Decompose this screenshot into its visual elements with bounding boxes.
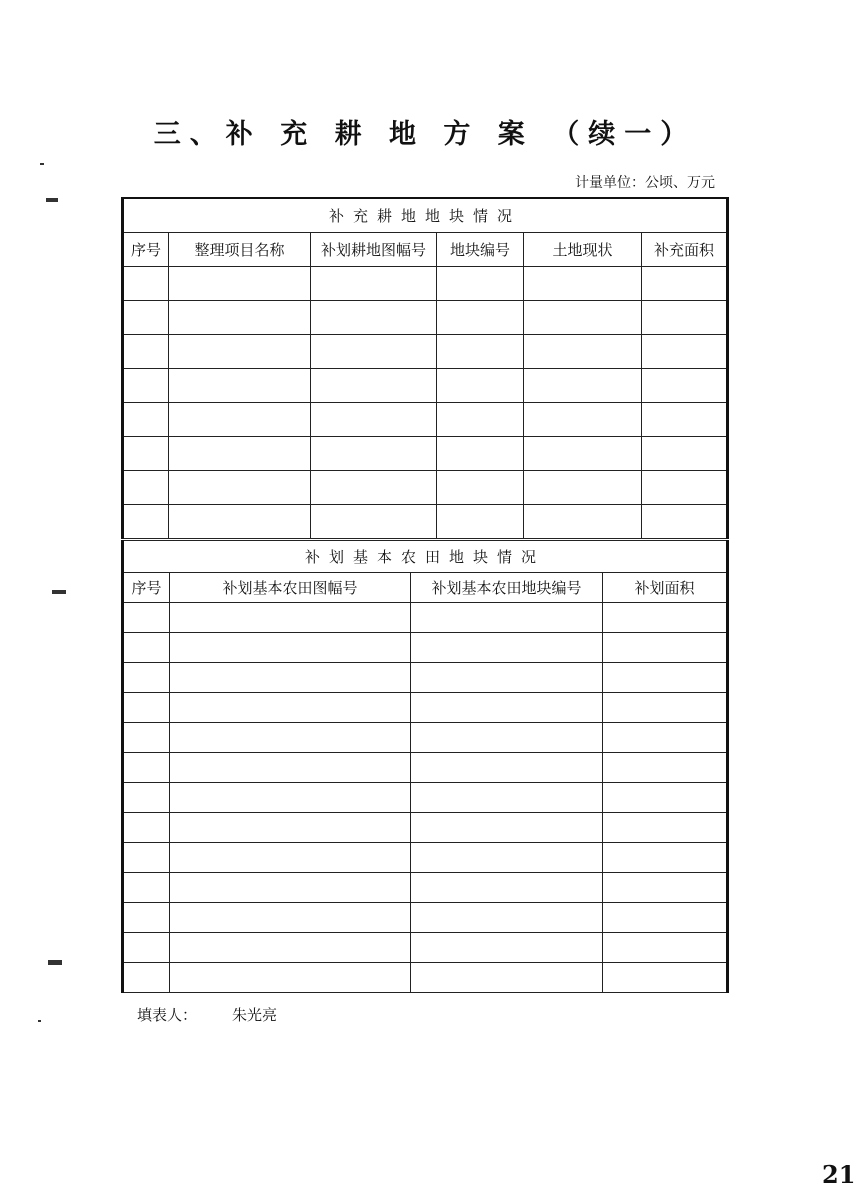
table-cell [437, 471, 524, 505]
table-row [123, 783, 728, 813]
table-cell [437, 267, 524, 301]
filler-label: 填表人： [137, 1006, 198, 1024]
table-cell [123, 723, 170, 753]
table-cell [123, 471, 169, 505]
table-cell [524, 335, 642, 369]
table-row [123, 723, 728, 753]
table-cell [437, 369, 524, 403]
table-cell [311, 403, 437, 437]
table-cell [170, 723, 411, 753]
table-cell [311, 301, 437, 335]
table-row [123, 963, 728, 993]
table-cell [311, 505, 437, 539]
table-row [123, 903, 728, 933]
table-cell [169, 335, 311, 369]
table-cell [437, 437, 524, 471]
table-cell [524, 471, 642, 505]
table-cell [642, 335, 728, 369]
table-row [123, 335, 728, 369]
table-row [123, 693, 728, 723]
table-cell [169, 369, 311, 403]
table-cell [603, 933, 728, 963]
table-cell [170, 933, 411, 963]
table-row [123, 633, 728, 663]
table-cell [642, 301, 728, 335]
table-cell [169, 267, 311, 301]
table-cell [603, 723, 728, 753]
table-cell [437, 335, 524, 369]
table-row [123, 369, 728, 403]
table-row [123, 843, 728, 873]
table-cell [170, 963, 411, 993]
table-cell [170, 843, 411, 873]
table-cell [169, 437, 311, 471]
table-cell [603, 873, 728, 903]
table-row [123, 753, 728, 783]
table-cell [311, 437, 437, 471]
table-cell [437, 301, 524, 335]
table-cell [123, 903, 170, 933]
scan-speck [40, 163, 44, 165]
table-cell [123, 873, 170, 903]
table-row [123, 267, 728, 301]
table-cell [524, 403, 642, 437]
column-header: 土地现状 [524, 233, 642, 267]
basic-farmland-table [121, 540, 729, 993]
table-cell [123, 505, 169, 539]
column-header: 地块编号 [437, 233, 524, 267]
table-cell [123, 753, 170, 783]
table-cell [411, 963, 603, 993]
table-cell [123, 633, 170, 663]
table-row [123, 471, 728, 505]
table-cell [170, 603, 411, 633]
section-title: 补划基本农田地块情况 [123, 541, 728, 573]
table-cell [411, 783, 603, 813]
table-row [123, 301, 728, 335]
table-cell [123, 437, 169, 471]
filler-name: 朱光亮 [232, 1006, 278, 1024]
table-row [123, 437, 728, 471]
column-header: 序号 [123, 573, 170, 603]
column-header: 序号 [123, 233, 169, 267]
table-cell [411, 813, 603, 843]
column-header: 补划基本农田图幅号 [170, 573, 411, 603]
table-cell [123, 933, 170, 963]
column-header: 整理项目名称 [169, 233, 311, 267]
table-cell [169, 301, 311, 335]
table-cell [524, 301, 642, 335]
table-cell [411, 633, 603, 663]
table-cell [411, 603, 603, 633]
table-cell [642, 471, 728, 505]
table-header-row [123, 573, 728, 603]
table-cell [642, 437, 728, 471]
table-cell [411, 693, 603, 723]
table-cell [642, 369, 728, 403]
table-cell [437, 403, 524, 437]
supplementary-farmland-table [121, 197, 729, 539]
table-row [123, 933, 728, 963]
table-row [123, 603, 728, 633]
table-cell [642, 403, 728, 437]
table-cell [411, 903, 603, 933]
table-cell [603, 843, 728, 873]
table-cell [170, 753, 411, 783]
table-cell [123, 693, 170, 723]
column-header: 补划基本农田地块编号 [411, 573, 603, 603]
table-cell [603, 783, 728, 813]
table-cell [603, 903, 728, 933]
column-header: 补充面积 [642, 233, 728, 267]
column-header: 补划面积 [603, 573, 728, 603]
table-row [123, 663, 728, 693]
table-cell [311, 369, 437, 403]
table-cell [437, 505, 524, 539]
column-header: 补划耕地图幅号 [311, 233, 437, 267]
unit-label: 计量单位：公顷、万元 [575, 175, 715, 191]
table-cell [311, 267, 437, 301]
table-cell [603, 603, 728, 633]
table-cell [123, 335, 169, 369]
table-cell [170, 873, 411, 903]
page-title: 三、补 充 耕 地 方 案 （续一） [153, 119, 697, 150]
scan-speck [38, 1020, 41, 1022]
scan-speck [48, 960, 62, 965]
table-cell [524, 267, 642, 301]
table-cell [603, 633, 728, 663]
table-cell [411, 753, 603, 783]
table-cell [170, 633, 411, 663]
scan-speck [46, 198, 58, 202]
table-cell [603, 813, 728, 843]
table-cell [411, 663, 603, 693]
table-cell [123, 963, 170, 993]
table-cell [170, 813, 411, 843]
table-cell [603, 693, 728, 723]
table-row [123, 403, 728, 437]
table-row [123, 505, 728, 539]
table-cell [169, 505, 311, 539]
scan-speck [52, 590, 66, 594]
table-cell [123, 813, 170, 843]
table-cell [603, 963, 728, 993]
table-cell [123, 843, 170, 873]
section-title: 补充耕地地块情况 [123, 198, 728, 233]
table-cell [170, 783, 411, 813]
table-cell [642, 505, 728, 539]
table-cell [311, 471, 437, 505]
table-cell [169, 403, 311, 437]
table-cell [123, 663, 170, 693]
table-cell [170, 663, 411, 693]
table-cell [524, 437, 642, 471]
table-cell [169, 471, 311, 505]
table-cell [123, 267, 169, 301]
table-cell [642, 267, 728, 301]
table-cell [123, 369, 169, 403]
table-cell [123, 301, 169, 335]
table-cell [411, 843, 603, 873]
table-cell [603, 753, 728, 783]
table-cell [170, 903, 411, 933]
table-cell [123, 403, 169, 437]
table-cell [411, 873, 603, 903]
table-header-row [123, 233, 728, 267]
table-cell [411, 723, 603, 753]
table-cell [411, 933, 603, 963]
table-row [123, 813, 728, 843]
table-cell [123, 783, 170, 813]
table-cell [603, 663, 728, 693]
page-number: 21 [822, 1160, 855, 1189]
table-cell [170, 693, 411, 723]
table-row [123, 873, 728, 903]
table-cell [311, 335, 437, 369]
table-cell [524, 505, 642, 539]
table-cell [123, 603, 170, 633]
table-cell [524, 369, 642, 403]
